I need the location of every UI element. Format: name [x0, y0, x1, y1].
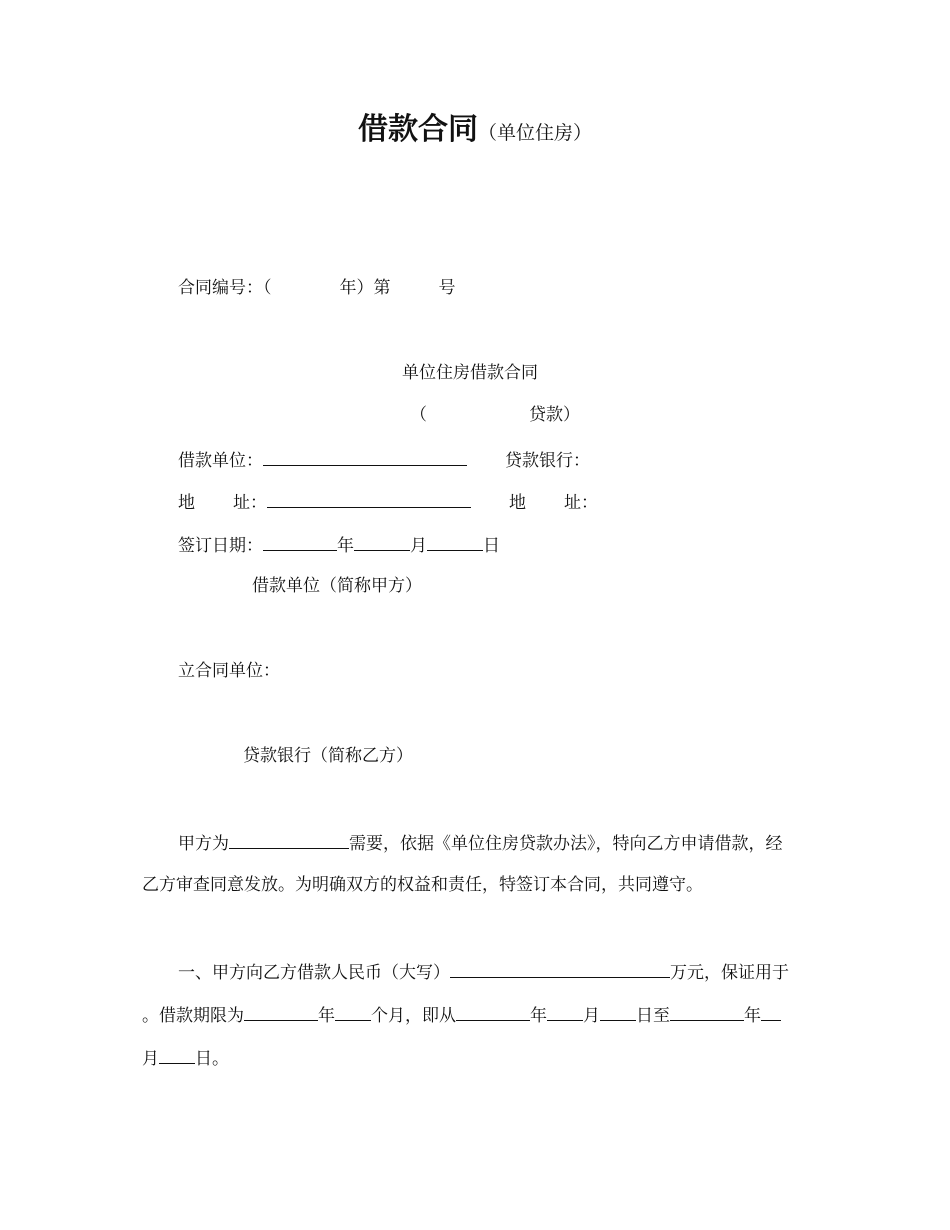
title-sub: （单位住房）: [477, 122, 592, 144]
sign-day-blank[interactable]: [427, 531, 483, 551]
clause1-text-f: 年: [530, 1006, 547, 1026]
title-main: 借款合同: [357, 112, 478, 147]
borrower-label: 借款单位：: [178, 451, 263, 471]
term-year-blank[interactable]: [244, 1001, 318, 1021]
clause1-text-g: 月: [583, 1006, 600, 1026]
to-month-blank-start[interactable]: [761, 1001, 781, 1021]
clause1-line-3: [142, 1044, 229, 1071]
to-day-blank[interactable]: [159, 1044, 195, 1064]
contract-number-no: 号: [438, 278, 456, 298]
address-label-a: 地: [178, 493, 195, 513]
to-year-blank[interactable]: [670, 1001, 744, 1021]
address-label-b: 址：: [233, 493, 267, 513]
contract-number-line: [178, 276, 456, 300]
from-year-blank[interactable]: [456, 1001, 530, 1021]
party-a-note: 借款单位（简称甲方）: [252, 576, 422, 596]
purpose-blank[interactable]: [229, 829, 349, 849]
clause1-line-1: [178, 958, 789, 985]
sign-month-blank[interactable]: [354, 531, 410, 551]
intro-line-2: 乙方审查同意发放。为明确双方的权益和责任，特签订本合同，共同遵守。: [142, 875, 703, 895]
intro-text-b: 需要，依据《单位住房贷款办法》，特向乙方申请借款，经: [349, 834, 783, 854]
sign-month-label: 月: [410, 536, 427, 556]
term-month-blank[interactable]: [335, 1001, 371, 1021]
party-b-note: 贷款银行（简称乙方）: [243, 746, 413, 766]
clause1-text-k: 日。: [195, 1049, 229, 1069]
loan-type-open: （: [410, 405, 427, 425]
loan-type-line: [410, 403, 580, 427]
borrower-row: [178, 446, 590, 473]
from-day-blank[interactable]: [600, 1001, 636, 1021]
sign-day-label: 日: [483, 536, 500, 556]
clause1-text-i: 年: [744, 1006, 761, 1026]
sign-year-label: 年: [337, 536, 354, 556]
address-blank[interactable]: [267, 488, 471, 508]
contract-number-year: 年）第: [339, 278, 391, 298]
sign-year-blank[interactable]: [263, 531, 337, 551]
contract-subtitle: 单位住房借款合同: [402, 363, 538, 383]
amount-blank[interactable]: [450, 958, 670, 978]
clause1-text-b: 万元，保证用于: [670, 963, 789, 983]
bank-address-label-a: 地: [509, 493, 526, 513]
lender-bank-label: 贷款银行：: [505, 451, 590, 471]
clause1-text-j: 月: [142, 1049, 159, 1069]
loan-type-close: 贷款）: [529, 405, 580, 425]
intro-line-1: [178, 829, 783, 856]
clause1-text-c: 。借款期限为: [142, 1006, 244, 1026]
sign-date-row: [178, 531, 500, 558]
contract-number-label: 合同编号：（: [178, 278, 272, 298]
sign-date-label: 签订日期：: [178, 536, 263, 556]
bank-address-label-b: 址：: [564, 493, 598, 513]
clause1-text-a: 一、甲方向乙方借款人民币（大写）: [178, 963, 450, 983]
intro-text-a: 甲方为: [178, 834, 229, 854]
document-title: [0, 112, 950, 147]
clause1-text-h: 日至: [636, 1006, 670, 1026]
clause1-text-d: 年: [318, 1006, 335, 1026]
from-month-blank[interactable]: [547, 1001, 583, 1021]
borrower-blank[interactable]: [263, 446, 467, 466]
address-row: [178, 488, 598, 515]
clause1-line-2: [142, 1001, 781, 1028]
clause1-text-e: 个月，即从: [371, 1006, 456, 1026]
contracting-unit-label: 立合同单位：: [178, 661, 280, 681]
